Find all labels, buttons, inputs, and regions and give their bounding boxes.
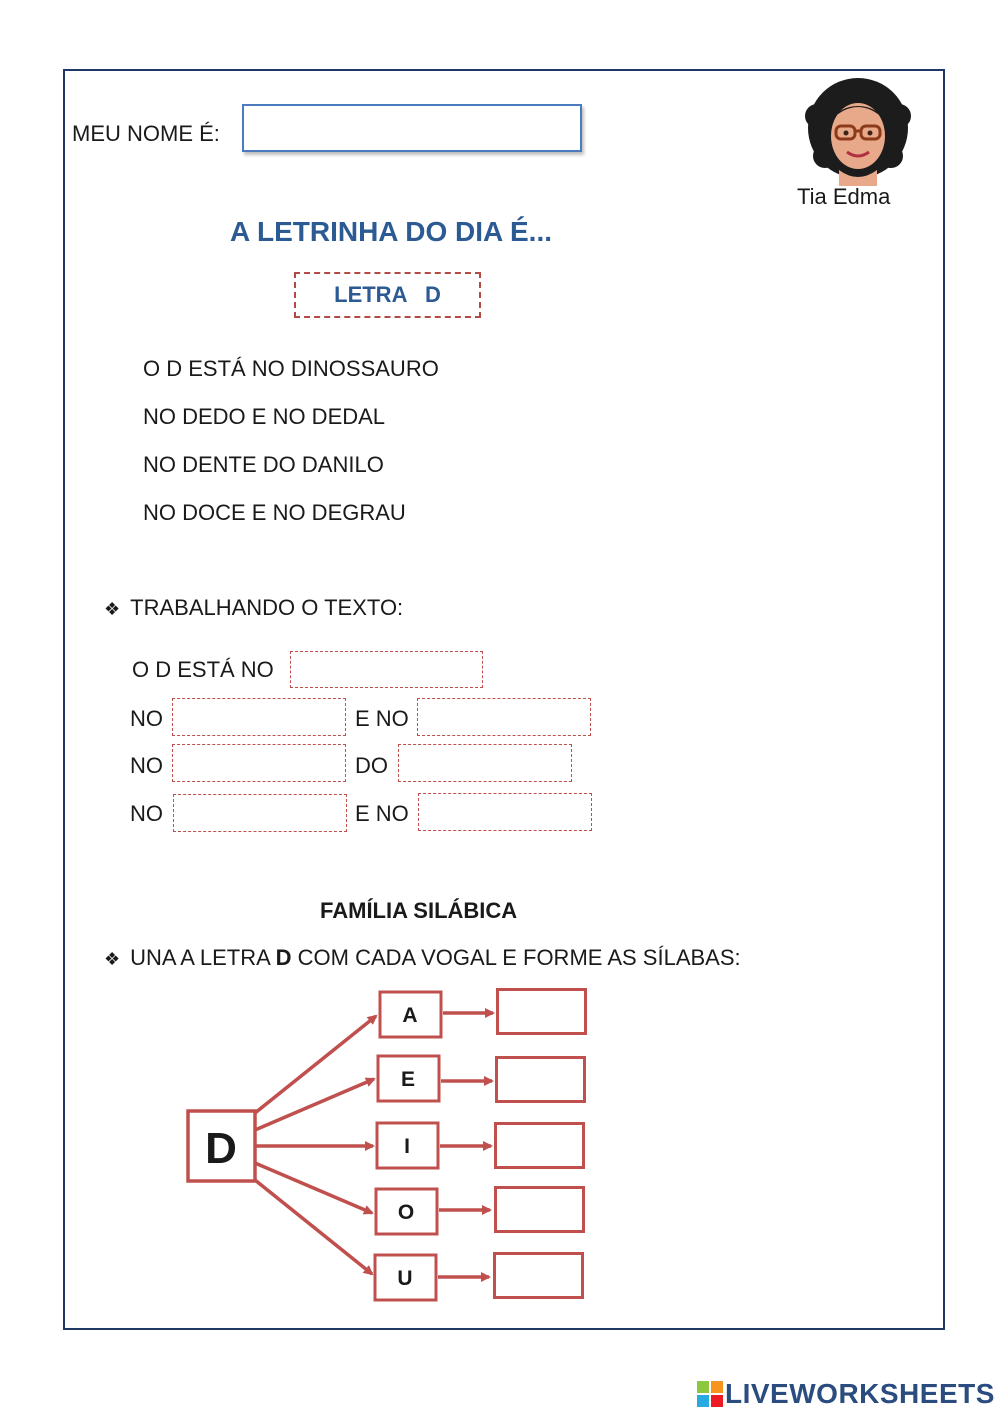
arrow-d-to-u <box>255 1180 372 1274</box>
vowel-u: U <box>397 1267 413 1290</box>
poem-line-3: NO DENTE DO DANILO <box>143 452 384 477</box>
vowel-o: O <box>397 1201 415 1224</box>
diamond-bullet-icon: ❖ <box>104 949 121 969</box>
family-instruction: ❖ UNA A LETRA D COM CADA VOGAL E FORME AS SÍLABAS: <box>104 945 741 970</box>
poem-line-4: NO DOCE E NO DEGRAU <box>143 500 406 525</box>
syllable-input-i[interactable] <box>494 1122 585 1169</box>
row4-prefix: NO <box>130 801 163 826</box>
vowel-a: A <box>402 1004 418 1027</box>
name-label: MEU NOME É: <box>72 121 220 146</box>
letter-badge: LETRA D <box>294 272 481 318</box>
brand-logo-icon <box>697 1381 723 1407</box>
syllable-input-u[interactable] <box>493 1252 584 1299</box>
poem-line-2: NO DEDO E NO DEDAL <box>143 404 386 429</box>
avatar-name: Tia Edma <box>797 184 891 209</box>
row1-prefix: O D ESTÁ NO <box>132 657 274 682</box>
page-title: A LETRINHA DO DIA É... <box>230 216 552 247</box>
poem-line-1: O D ESTÁ NO DINOSSAURO <box>143 356 439 381</box>
arrow-d-to-a <box>255 1016 376 1113</box>
source-letter: D <box>205 1124 237 1173</box>
vowel-e: E <box>400 1068 416 1091</box>
row4-middle: E NO <box>355 801 409 826</box>
row3-middle: DO <box>355 753 388 778</box>
syllable-input-a[interactable] <box>496 988 587 1035</box>
row2-middle: E NO <box>355 706 409 731</box>
arrow-d-to-o <box>255 1163 372 1213</box>
syllable-input-e[interactable] <box>495 1056 586 1103</box>
brand-name: LIVEWORKSHEETS <box>725 1378 995 1409</box>
vowel-i: I <box>404 1135 410 1158</box>
row3-prefix: NO <box>130 753 163 778</box>
family-title: FAMÍLIA SILÁBICA <box>320 898 518 923</box>
syllable-input-o[interactable] <box>494 1186 585 1233</box>
exercise-heading: ❖ TRABALHANDO O TEXTO: <box>104 595 404 620</box>
diamond-bullet-icon: ❖ <box>104 599 121 619</box>
brand-footer <box>697 1378 995 1410</box>
arrow-d-to-e <box>255 1079 374 1130</box>
row2-prefix: NO <box>130 706 163 731</box>
